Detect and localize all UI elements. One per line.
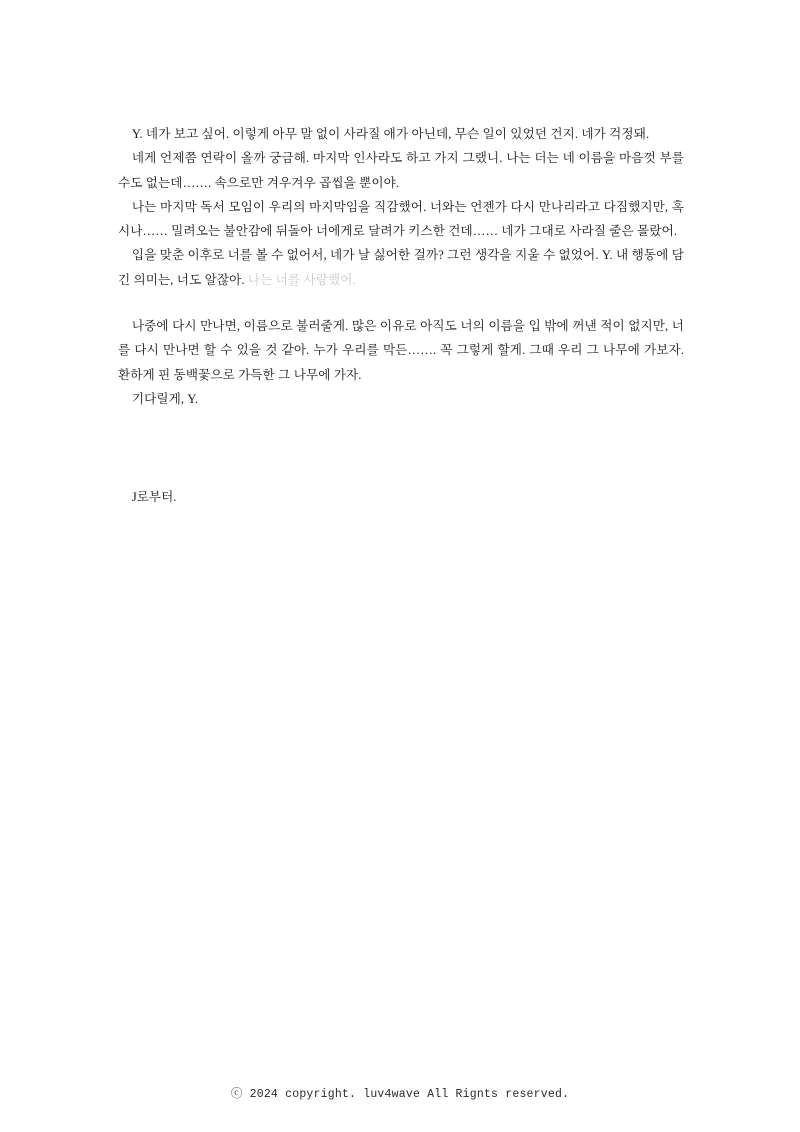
paragraph-1: Y. 네가 보고 싶어. 이렇게 아무 말 없이 사라질 애가 아닌데, 무슨 일이 있었던 건지. 네가 걱정돼. [131, 127, 650, 141]
letter-body [118, 122, 684, 510]
paragraph-3: 나는 마지막 독서 모임이 우리의 마지막임을 직감했어. 너와는 언젠가 다시 만나리라고 다짐했지만, 혹시나…… 밀려오는 불안감에 뒤돌아 너에게로 달려가 키스한 건데…… 네가 그대로 사라질 줄은 몰랐어. [118, 199, 684, 239]
paragraph-spacer [118, 292, 684, 314]
paragraph-4-lead: 입을 맞춘 이후로 너를 볼 수 없어서, 네가 날 싫어한 걸까? 그런 생각을 지울 수 없었어. Y. 내 행동에 담긴 의미는, 너도 알잖아. [118, 248, 684, 287]
closing-block [118, 485, 684, 509]
paragraph-6: 기다릴게, Y. [131, 391, 199, 406]
paragraph-4-faded-text: 나는 너를 사랑했어. [247, 272, 356, 287]
footer-copyright: ⓒ 2024 copyright. luv4wave All Rignts reserved. [230, 1088, 570, 1101]
signature-line: J로부터. [131, 490, 177, 505]
paragraph-2: 네게 언제쯤 연락이 올까 궁금해. 마지막 인사라도 하고 가지 그랬니. 나는 더는 네 이름을 마음껏 부를 수도 없는데……. 속으로만 겨우겨우 곱씹을 뿐이야. [118, 151, 684, 190]
paragraph-5: 나중에 다시 만나면, 이름으로 불러줄게. 많은 이유로 아직도 너의 이름을 입 밖에 꺼낸 적이 없지만, 너를 다시 만나면 할 수 있을 것 같아. 누가 우리를 막든……. 꼭 그렇게 할게. 그때 우리 그 나무에 가보자. 환하게 핀 동백꽃으로 가득한 그 나무에 가자. [118, 319, 684, 382]
paragraph-4 [118, 243, 684, 292]
